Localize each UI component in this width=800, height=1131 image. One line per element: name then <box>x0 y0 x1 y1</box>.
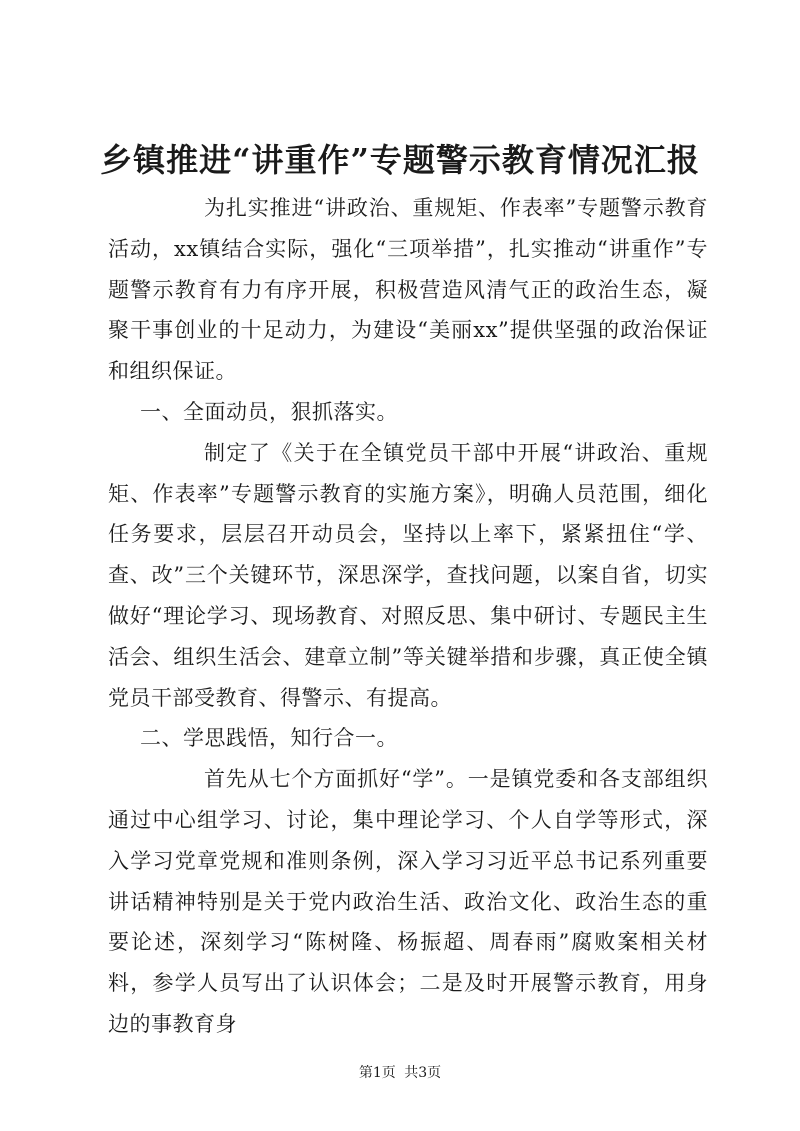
document-body <box>108 188 708 1045</box>
paragraph-intro: 为扎实推进“讲政治、重规矩、作表率”专题警示教育活动，xx镇结合实际，强化“三项举措”，扎实推动“讲重作”专题警示教育有力有序开展，积极营造风清气正的政治生态，凝聚干事创业的十足动力，为建设“美丽xx”提供坚强的政治保证和组织保证。 <box>108 196 708 384</box>
section-heading-2: 二、学思践悟，知行合一。 <box>140 726 398 751</box>
paragraph-section-2: 首先从七个方面抓好“学”。一是镇党委和各支部组织通过中心组学习、讨论，集中理论学习、个人自学等形式，深入学习党章党规和准则条例，深入学习习近平总书记系列重要讲话精神特别是关于党内政治生活、政治文化、政治生态的重要论述，深刻学习“陈树隆、杨振超、周春雨”腐败案相关材料，参学人员写出了认识体会；二是及时开展警示教育，用身边的事教育身 <box>108 767 708 1036</box>
section-heading-1: 一、全面动员，狠抓落实。 <box>140 399 398 424</box>
page-number: 第1页 <box>358 1065 396 1081</box>
total-pages: 共3页 <box>404 1065 442 1081</box>
paragraph-section-1: 制定了《关于在全镇党员干部中开展“讲政治、重规矩、作表率”专题警示教育的实施方案》，明确人员范围，细化任务要求，层层召开动员会，坚持以上率下，紧紧扭住“学、查、改”三个关键环节，深思深学，查找问题，以案自省，切实做好“理论学习、现场教育、对照反思、集中研讨、专题民主生活会、组织生活会、建章立制”等关键举措和步骤，真正使全镇党员干部受教育、得警示、有提高。 <box>108 440 708 710</box>
page-footer <box>0 1064 800 1082</box>
document-title: 乡镇推进“讲重作”专题警示教育情况汇报 <box>100 141 700 179</box>
